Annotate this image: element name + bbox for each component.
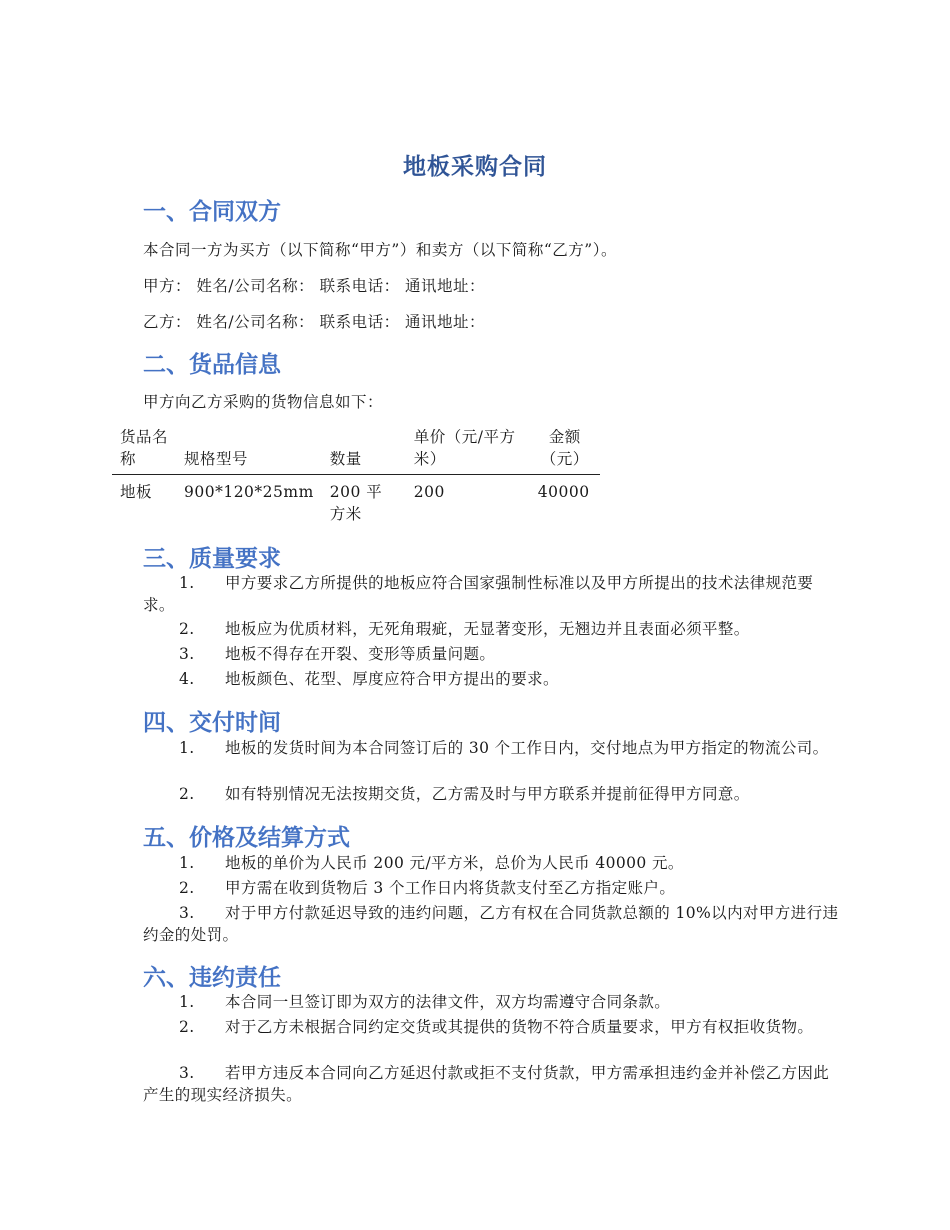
- list-item-number: 1.: [179, 854, 195, 872]
- list-item-text: 地板的发货时间为本合同签订后的 30 个工作日内，交付地点为甲方指定的物流公司。: [225, 739, 829, 757]
- list-item-text: 地板的单价为人民币 200 元/平方米，总价为人民币 40000 元。: [225, 854, 684, 872]
- section-heading-liability: 六、违约责任: [143, 965, 281, 991]
- goods-table-header: 金额（元）: [530, 424, 600, 475]
- list-item-text: 如有特别情况无法按期交货，乙方需及时与甲方联系并提前征得甲方同意。: [225, 785, 750, 803]
- table-row: [112, 475, 600, 528]
- list-item-number: 2.: [179, 785, 195, 803]
- list-item: [143, 572, 843, 616]
- list-item-number: 4.: [179, 670, 195, 688]
- party-b-line: 乙方： 姓名/公司名称： 联系电话： 通讯地址：: [143, 313, 486, 331]
- goods-table: [112, 424, 600, 527]
- document-title: 地板采购合同: [403, 154, 547, 180]
- list-item: [143, 852, 843, 874]
- section-heading-goods: 二、货品信息: [143, 352, 281, 378]
- list-item-number: 2.: [179, 879, 195, 897]
- list-item-text: 本合同一旦签订即为双方的法律文件，双方均需遵守合同条款。: [225, 993, 671, 1011]
- goods-intro: 甲方向乙方采购的货物信息如下：: [143, 393, 384, 411]
- goods-table-cell: 200: [413, 483, 445, 501]
- goods-table-cell: 40000: [537, 483, 590, 501]
- goods-table-cell: 200 平方米: [329, 483, 383, 523]
- list-item-text: 对于乙方未根据合同约定交货或其提供的货物不符合质量要求，甲方有权拒收货物。: [225, 1018, 814, 1036]
- section-heading-pricing: 五、价格及结算方式: [143, 825, 350, 851]
- party-a-line: 甲方： 姓名/公司名称： 联系电话： 通讯地址：: [143, 277, 486, 295]
- section-heading-parties: 一、合同双方: [143, 199, 281, 225]
- goods-table-cell: 地板: [120, 483, 153, 501]
- goods-table-header: 规格型号: [176, 424, 322, 475]
- list-item: [143, 877, 843, 899]
- list-item: [143, 668, 843, 690]
- section-heading-quality: 三、质量要求: [143, 546, 281, 572]
- list-item-text: 若甲方违反本合同向乙方延迟付款或拒不支付货款，甲方需承担违约金并补偿乙方因此产生的现实经济损失。: [143, 1064, 830, 1104]
- list-item-number: 3.: [179, 904, 195, 922]
- list-item-number: 3.: [179, 645, 195, 663]
- list-item-number: 1.: [179, 574, 195, 592]
- section-heading-delivery: 四、交付时间: [143, 710, 281, 736]
- goods-table-header: 数量: [322, 424, 406, 475]
- list-item: [143, 902, 843, 946]
- list-item-text: 地板颜色、花型、厚度应符合甲方提出的要求。: [225, 670, 559, 688]
- list-item: [143, 618, 843, 640]
- list-item-number: 1.: [179, 993, 195, 1011]
- list-item-text: 甲方要求乙方所提供的地板应符合国家强制性标准以及甲方所提出的技术法律规范要求。: [143, 574, 814, 614]
- list-item: [143, 737, 843, 759]
- list-item-text: 甲方需在收到货物后 3 个工作日内将货款支付至乙方指定账户。: [225, 879, 676, 897]
- list-item: [143, 991, 843, 1013]
- list-item-number: 2.: [179, 620, 195, 638]
- list-item: [143, 643, 843, 665]
- list-item-number: 1.: [179, 739, 195, 757]
- goods-table-header: 单价（元/平方米）: [406, 424, 530, 475]
- list-item: [143, 1062, 843, 1106]
- list-item-text: 地板应为优质材料，无死角瑕疵，无显著变形，无翘边并且表面必须平整。: [225, 620, 750, 638]
- parties-intro: 本合同一方为买方（以下简称“甲方”）和卖方（以下简称“乙方”）。: [143, 241, 617, 259]
- list-item-number: 3.: [179, 1064, 195, 1082]
- goods-table-header-row: [112, 424, 600, 475]
- list-item-text: 地板不得存在开裂、变形等质量问题。: [225, 645, 496, 663]
- goods-table-cell: 900*120*25mm: [184, 483, 314, 501]
- goods-table-header: 货品名称: [112, 424, 176, 475]
- list-item: [143, 783, 843, 805]
- list-item: [143, 1016, 843, 1038]
- list-item-text: 对于甲方付款延迟导致的违约问题，乙方有权在合同货款总额的 10%以内对甲方进行违约金的处罚。: [143, 904, 839, 944]
- list-item-number: 2.: [179, 1018, 195, 1036]
